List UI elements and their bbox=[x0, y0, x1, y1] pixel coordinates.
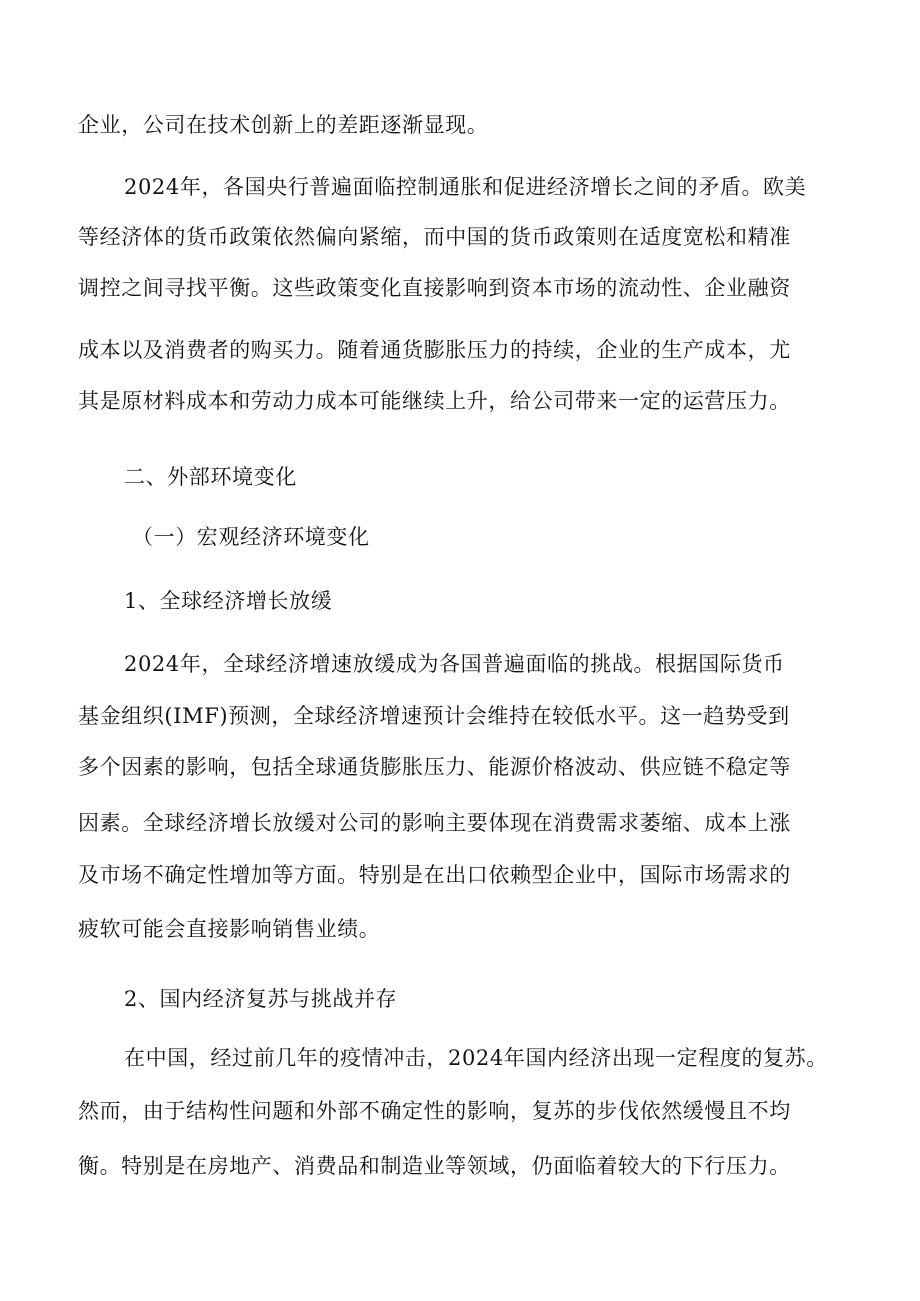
paragraph-line: 其是原材料成本和劳动力成本可能继续上升，给公司带来一定的运营压力。 bbox=[78, 389, 791, 413]
paragraph-line: 在中国，经过前几年的疫情冲击，2024年国内经济出现一定程度的复苏。 bbox=[124, 1046, 828, 1070]
paragraph-line: 多个因素的影响，包括全球通货膨胀压力、能源价格波动、供应链不稳定等 bbox=[78, 755, 791, 779]
paragraph-line: 2024年，各国央行普遍面临控制通胀和促进经济增长之间的矛盾。欧美 bbox=[124, 175, 807, 199]
paragraph-line: 疲软可能会直接影响销售业绩。 bbox=[78, 917, 381, 941]
paragraph-line: 企业，公司在技术创新上的差距逐渐显现。 bbox=[78, 113, 489, 137]
paragraph-line: 2024年，全球经济增速放缓成为各国普遍面临的挑战。根据国际货币 bbox=[124, 652, 785, 676]
subsection-heading: （一）宏观经济环境变化 bbox=[132, 525, 370, 549]
paragraph-line: 然而，由于结构性问题和外部不确定性的影响，复苏的步伐依然缓慢且不均 bbox=[78, 1099, 791, 1123]
item-heading: 1、全球经济增长放缓 bbox=[124, 589, 333, 613]
paragraph-line: 因素。全球经济增长放缓对公司的影响主要体现在消费需求萎缩、成本上涨 bbox=[78, 811, 791, 835]
paragraph-line: 成本以及消费者的购买力。随着通货膨胀压力的持续，企业的生产成本，尤 bbox=[78, 338, 791, 362]
paragraph-line: 衡。特别是在房地产、消费品和制造业等领域，仍面临着较大的下行压力。 bbox=[78, 1154, 791, 1178]
paragraph-line: 调控之间寻找平衡。这些政策变化直接影响到资本市场的流动性、企业融资 bbox=[78, 276, 791, 300]
section-heading: 二、外部环境变化 bbox=[124, 465, 297, 489]
item-heading: 2、国内经济复苏与挑战并存 bbox=[124, 987, 398, 1011]
paragraph-line: 及市场不确定性增加等方面。特别是在出口依赖型企业中，国际市场需求的 bbox=[78, 863, 791, 887]
paragraph-line: 等经济体的货币政策依然偏向紧缩，而中国的货币政策则在适度宽松和精准 bbox=[78, 225, 791, 249]
paragraph-line: 基金组织(IMF)预测，全球经济增速预计会维持在较低水平。这一趋势受到 bbox=[78, 704, 790, 728]
